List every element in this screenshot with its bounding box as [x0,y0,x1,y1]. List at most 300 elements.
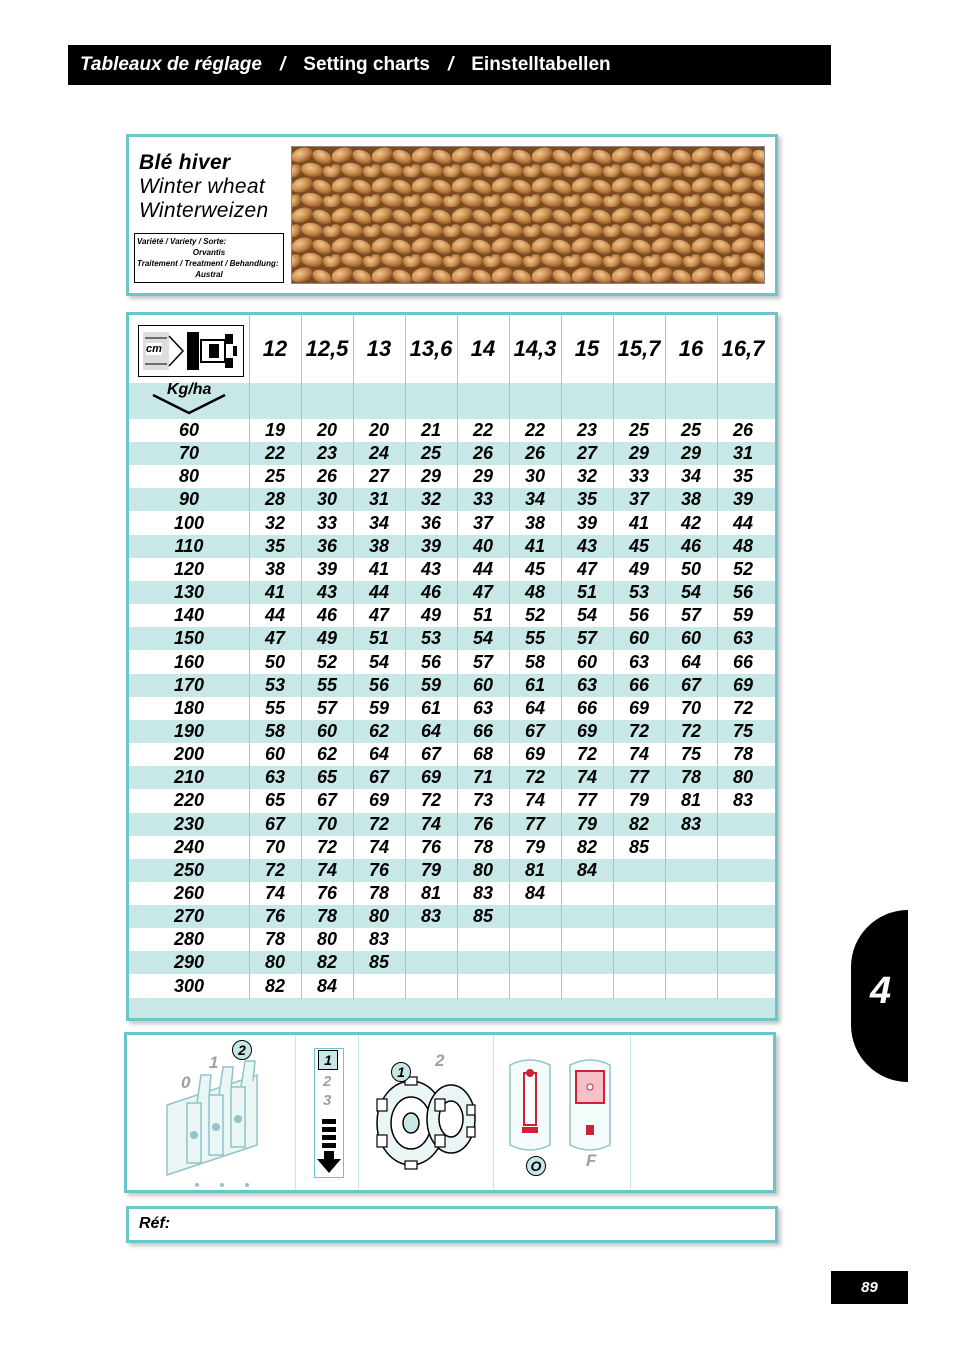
table-cell: 36 [420,512,442,533]
table-cell: 49 [628,558,650,579]
table-cell: 23 [576,420,598,440]
table-cell: 83 [368,929,390,950]
table-cell: 38 [264,558,286,579]
table-cell: 80 [264,952,286,973]
table-cell: 57 [316,697,338,718]
table-cell: 85 [628,836,650,857]
table-cell: 66 [628,674,650,695]
table-cell: 61 [524,674,546,695]
table-cell: 72 [680,720,702,741]
crop-name-fr: Blé hiver [139,151,231,174]
table-row [129,859,775,882]
table-row [129,836,775,859]
table-cell: 25 [420,443,442,464]
table-cell: 26 [316,466,338,487]
rate-cell: 60 [178,420,200,440]
table-row [129,442,775,465]
table-cell: 84 [316,975,338,996]
table-row [129,975,775,998]
table-cell: 64 [680,651,702,672]
table-cell: 62 [368,720,390,741]
table-cell: 67 [316,790,338,811]
rate-cell: 260 [173,883,205,903]
rate-cell: 200 [173,744,205,765]
settings-illustration-panel [124,1032,776,1193]
table-cell: 67 [264,813,286,834]
machine-icon-text: cm [146,343,162,355]
table-cell [717,859,769,882]
table-cell: 78 [264,929,286,950]
table-cell: 70 [264,836,286,857]
wheat-grains-photo [291,146,765,284]
rate-cell: 100 [173,512,205,533]
table-cell: 72 [420,790,442,811]
table-cell [405,928,457,951]
table-cell: 54 [680,582,702,603]
sprocket-label-2: 2 [435,1051,445,1070]
table-cell: 44 [732,512,754,533]
table-cell: 71 [472,767,494,788]
table-cell: 29 [680,443,702,464]
table-cell: 78 [368,883,390,903]
lever-label-2: 2 [232,1040,252,1060]
table-cell [509,928,561,951]
column-header: 15,7 [617,336,661,361]
table-row [129,813,775,836]
table-row [129,581,775,604]
rate-cell: 80 [178,466,200,487]
chevron-down-icon [151,381,231,417]
table-cell: 25 [628,420,650,440]
variety-value: Orvantis [192,248,226,257]
table-cell: 79 [576,813,598,834]
table-cell: 74 [316,859,338,880]
table-cell: 47 [472,582,494,603]
rate-cell: 250 [173,859,205,880]
table-cell: 33 [628,466,650,487]
table-cell: 74 [524,790,546,811]
column-divider [405,315,406,999]
table-cell: 55 [316,674,338,695]
table-cell: 39 [420,535,442,556]
header-title-fr: Tableaux de réglage [80,54,262,75]
table-cell: 83 [472,883,494,903]
setting-table [126,312,778,1021]
table-row [129,743,775,766]
table-cell: 31 [732,443,754,464]
table-cell: 55 [524,628,546,649]
header-separator: / [279,54,286,75]
scale-label-3: 3 [323,1092,332,1109]
table-cell: 72 [264,859,286,880]
table-cell: 79 [628,790,650,811]
table-cell: 75 [732,720,754,741]
table-cell: 67 [420,744,442,765]
table-cell [613,882,665,905]
table-cell: 53 [420,628,442,649]
table-cell: 60 [576,651,598,672]
table-cell [561,951,613,974]
table-cell: 73 [472,790,494,811]
treatment-label: Traitement / Treatment / Behandlung: [137,259,279,268]
crop-name-de: Winterweizen [139,199,269,222]
table-cell: 46 [680,535,702,556]
table-cell: 22 [264,443,286,464]
table-cell: 83 [680,813,702,834]
column-divider [665,315,666,999]
table-cell [561,882,613,905]
table-cell [405,951,457,974]
table-cell: 41 [524,535,546,556]
table-cell: 79 [524,836,546,857]
table-cell: 54 [472,628,494,649]
table-cell [561,975,613,998]
rate-cell: 160 [173,651,205,672]
table-cell: 42 [680,512,702,533]
table-row [129,627,775,650]
table-cell: 72 [628,720,650,741]
table-cell: 44 [368,582,390,603]
table-cell [613,975,665,998]
table-cell: 39 [316,558,338,579]
flap-label-f: F [586,1151,597,1170]
table-cell [665,951,717,974]
table-cell: 56 [732,582,754,603]
table-cell: 80 [316,929,338,950]
table-cell: 26 [524,443,546,464]
table-cell: 82 [264,975,286,996]
rate-cell: 290 [173,952,205,973]
lever-label-1: 1 [209,1053,219,1072]
table-cell: 77 [524,813,546,834]
table-row [129,766,775,789]
table-cell: 81 [524,859,546,880]
column-header: 13,6 [409,336,453,361]
table-cell: 30 [524,466,546,487]
column-divider [509,315,510,999]
table-cell: 27 [368,466,390,487]
table-cell: 26 [472,443,494,464]
table-cell: 78 [732,744,754,765]
table-cell [717,836,769,859]
table-cell: 44 [472,558,494,579]
table-cell: 34 [680,466,702,487]
column-header: 14 [470,336,496,361]
table-cell [717,882,769,905]
table-cell: 39 [576,512,598,533]
table-cell: 46 [420,582,442,603]
table-cell [613,951,665,974]
table-cell: 41 [368,558,390,579]
table-cell: 62 [316,744,338,765]
table-cell: 31 [368,489,390,510]
table-cell: 59 [368,697,390,718]
table-cell: 64 [420,720,442,741]
column-divider [613,315,614,999]
header-bar [68,45,831,85]
table-row [129,697,775,720]
rate-cell: 90 [178,489,200,510]
table-cell: 63 [628,651,650,672]
column-divider [717,315,718,999]
table-cell: 69 [576,720,598,741]
table-cell: 82 [316,952,338,973]
table-cell [717,975,769,998]
table-cell: 52 [316,651,338,672]
table-cell: 67 [368,767,390,788]
table-cell: 25 [264,466,286,487]
flap-label-o: O [526,1156,546,1176]
table-cell [665,975,717,998]
table-cell: 36 [316,535,338,556]
table-cell [561,905,613,928]
table-cell: 72 [732,697,754,718]
column-divider [249,315,250,999]
unit-label-text: Kg/ha [167,381,212,398]
table-cell: 81 [420,883,442,903]
table-cell: 50 [264,651,286,672]
table-cell: 60 [316,720,338,741]
table-row [129,928,775,951]
table-cell: 78 [472,836,494,857]
table-cell: 24 [368,443,390,464]
table-cell: 43 [316,582,338,603]
table-cell: 74 [576,767,598,788]
table-cell: 38 [368,535,390,556]
table-cell: 47 [368,605,390,626]
table-cell: 82 [628,813,650,834]
table-cell: 43 [576,535,598,556]
table-cell: 40 [472,535,494,556]
table-row [129,512,775,535]
seed-dosing-unit-lever-icon [127,1035,295,1190]
table-cell [717,928,769,951]
table-cell: 41 [264,582,286,603]
table-cell [405,975,457,998]
table-cell: 29 [420,466,442,487]
table-cell: 23 [316,443,338,464]
lever-label-0: 0 [181,1073,191,1092]
reference-label: Réf: [139,1215,171,1232]
table-cell: 45 [524,558,546,579]
rate-cell: 140 [173,605,205,626]
table-row [129,674,775,697]
table-row [129,535,775,558]
table-cell [353,975,405,998]
table-cell: 28 [264,489,286,510]
rate-cell: 220 [173,790,205,811]
rate-cell: 190 [173,720,205,741]
table-cell: 77 [576,790,598,811]
crop-panel [126,134,778,296]
table-cell: 72 [368,813,390,834]
table-cell [665,905,717,928]
table-cell: 57 [680,605,702,626]
table-cell: 65 [264,790,286,811]
table-row [129,789,775,812]
table-cell: 53 [264,674,286,695]
column-header: 12,5 [305,336,349,361]
table-cell: 77 [628,767,650,788]
column-header: 12 [262,336,288,361]
table-cell: 64 [524,697,546,718]
table-row [129,604,775,627]
table-cell: 76 [316,883,338,903]
table-cell: 80 [732,767,754,788]
table-cell: 72 [524,767,546,788]
table-cell: 47 [576,558,598,579]
table-cell: 56 [368,674,390,695]
table-cell [613,905,665,928]
table-cell: 61 [420,697,442,718]
table-cell: 69 [732,674,754,695]
table-row [129,651,775,674]
table-cell: 35 [732,466,754,487]
table-cell: 45 [628,535,650,556]
table-cell: 85 [472,906,494,927]
reference-field[interactable] [126,1206,778,1243]
table-cell: 63 [732,628,754,649]
table-cell: 60 [680,628,702,649]
table-cell: 34 [524,489,546,510]
header-separator: / [447,54,454,75]
table-cell: 49 [316,628,338,649]
table-cell: 49 [420,605,442,626]
table-cell: 47 [264,628,286,649]
table-cell: 59 [420,674,442,695]
rate-cell: 240 [173,836,205,857]
table-cell: 74 [420,813,442,834]
scale-label-2: 2 [323,1073,332,1090]
treatment-value: Austral [195,270,223,279]
table-cell: 74 [264,883,286,903]
column-divider [457,315,458,999]
table-cell: 48 [524,582,546,603]
table-cell: 50 [680,558,702,579]
table-cell: 56 [420,651,442,672]
crop-name-en: Winter wheat [139,175,265,198]
table-row [129,419,775,442]
rate-cell: 300 [173,975,205,996]
table-cell: 53 [628,582,650,603]
table-cell: 33 [472,489,494,510]
table-cell [509,975,561,998]
table-cell: 72 [576,744,598,765]
table-cell: 60 [472,674,494,695]
table-cell [509,905,561,928]
table-cell [717,905,769,928]
table-cell: 38 [680,489,702,510]
table-cell: 19 [264,420,286,440]
rate-cell: 170 [173,674,205,695]
table-cell: 33 [316,512,338,533]
table-footer-row [129,998,775,1019]
seed-drill-icon [138,325,244,377]
table-cell: 57 [472,651,494,672]
table-cell [665,882,717,905]
table-cell: 52 [524,605,546,626]
table-row [129,488,775,511]
table-cell: 37 [472,512,494,533]
table-row [129,882,775,905]
table-cell: 65 [316,767,338,788]
rate-cell: 280 [173,929,205,950]
variety-box [134,233,284,283]
table-cell: 68 [472,744,494,765]
rate-cell: 130 [173,582,205,603]
table-cell: 54 [576,605,598,626]
table-cell: 54 [368,651,390,672]
table-cell: 83 [732,790,754,811]
table-cell: 81 [680,790,702,811]
table-cell: 51 [576,582,598,603]
table-cell: 66 [576,697,598,718]
table-cell: 20 [368,420,390,440]
table-row [129,905,775,928]
table-cell [665,928,717,951]
table-cell: 69 [368,790,390,811]
table-cell: 78 [316,906,338,927]
table-cell: 63 [576,674,598,695]
rate-cell: 110 [174,535,204,556]
table-cell: 35 [264,535,286,556]
table-cell: 84 [524,883,546,903]
column-divider [353,315,354,999]
table-cell: 21 [420,420,442,440]
column-header: 16,7 [721,336,765,361]
table-cell: 80 [472,859,494,880]
table-cell [613,928,665,951]
table-cell [665,859,717,882]
table-cell: 52 [732,558,754,579]
table-cell: 76 [472,813,494,834]
table-row [129,720,775,743]
table-cell: 59 [732,605,754,626]
table-cell: 84 [576,859,598,880]
table-cell: 69 [628,697,650,718]
table-cell: 48 [732,535,754,556]
column-divider [301,315,302,999]
table-row [129,558,775,581]
table-cell: 29 [628,443,650,464]
table-cell: 64 [368,744,390,765]
rate-cell: 180 [173,697,205,718]
table-cell: 66 [472,720,494,741]
variety-label: Variété / Variety / Sorte: [137,237,227,246]
column-header: 15 [574,336,600,361]
table-cell: 82 [576,836,598,857]
scale-label-1: 1 [318,1050,338,1070]
table-cell: 22 [472,420,494,440]
column-header: 14,3 [513,336,557,361]
table-cell: 57 [576,628,598,649]
table-cell [457,951,509,974]
table-cell [613,859,665,882]
table-cell: 80 [368,906,390,927]
table-cell [717,951,769,974]
table-cell [665,836,717,859]
table-cell: 26 [732,420,754,440]
table-cell: 25 [680,420,702,440]
table-cell: 34 [368,512,390,533]
down-arrow-scale-icon [296,1035,358,1190]
table-cell: 39 [732,489,754,510]
table-cell: 83 [420,906,442,927]
table-cell: 79 [420,859,442,880]
table-cell: 46 [316,605,338,626]
column-header: 13 [366,336,392,361]
table-cell: 20 [316,420,338,440]
